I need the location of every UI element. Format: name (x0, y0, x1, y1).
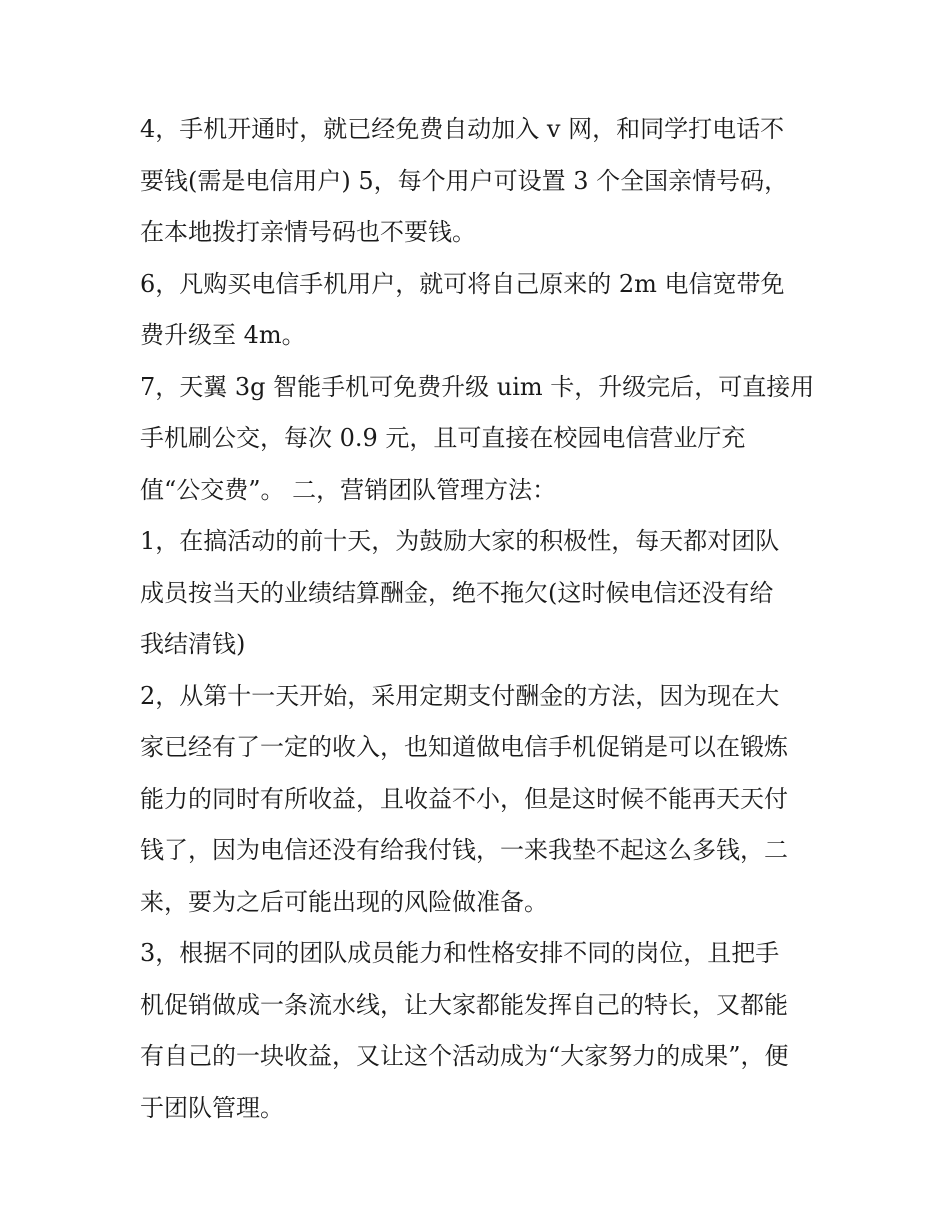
text-line: 值“公交费”。 二，营销团队管理方法： (140, 475, 557, 504)
text-line: 有自己的一块收益，又让这个活动成为“大家努力的成果”，便 (140, 1042, 789, 1070)
text-line: 手机刷公交，每次 0.9 元，且可直接在校园电信营业厅充 (140, 424, 746, 452)
text-line: 3，根据不同的团队成员能力和性格安排不同的岗位，且把手 (140, 939, 780, 967)
text-line: 要钱(需是电信用户) 5，每个用户可设置 3 个全国亲情号码， (140, 166, 789, 195)
text-line: 在本地拨打亲情号码也不要钱。 (140, 218, 476, 246)
text-line: 来，要为之后可能出现的风险做准备。 (140, 887, 548, 916)
text-line: 我结清钱) (140, 630, 246, 658)
text-line: 钱了，因为电信还没有给我付钱，一来我垫不起这么多钱，二 (140, 836, 788, 864)
text-line: 成员按当天的业绩结算酬金，绝不拖欠(这时候电信还没有给 (140, 578, 774, 607)
text-line: 机促销做成一条流水线，让大家都能发挥自己的特长，又都能 (140, 990, 788, 1019)
text-line: 能力的同时有所收益，且收益不小，但是这时候不能再天天付 (140, 784, 788, 813)
text-line: 费升级至 4m。 (140, 321, 306, 349)
text-line: 6，凡购买电信手机用户，就可将自己原来的 2m 电信宽带免 (140, 269, 785, 298)
text-line: 于团队管理。 (140, 1093, 284, 1122)
text-line: 家已经有了一定的收入，也知道做电信手机促销是可以在锻炼 (140, 733, 788, 761)
text-line: 1，在搞活动的前十天，为鼓励大家的积极性，每天都对团队 (140, 527, 780, 555)
text-line: 7，天翼 3g 智能手机可免费升级 uim 卡，升级完后，可直接用 (140, 372, 815, 401)
document-body (140, 104, 820, 1134)
text-line: 2，从第十一天开始，采用定期支付酬金的方法，因为现在大 (140, 681, 780, 710)
text-line: 4，手机开通时，就已经免费自动加入 v 网，和同学打电话不 (140, 115, 785, 143)
